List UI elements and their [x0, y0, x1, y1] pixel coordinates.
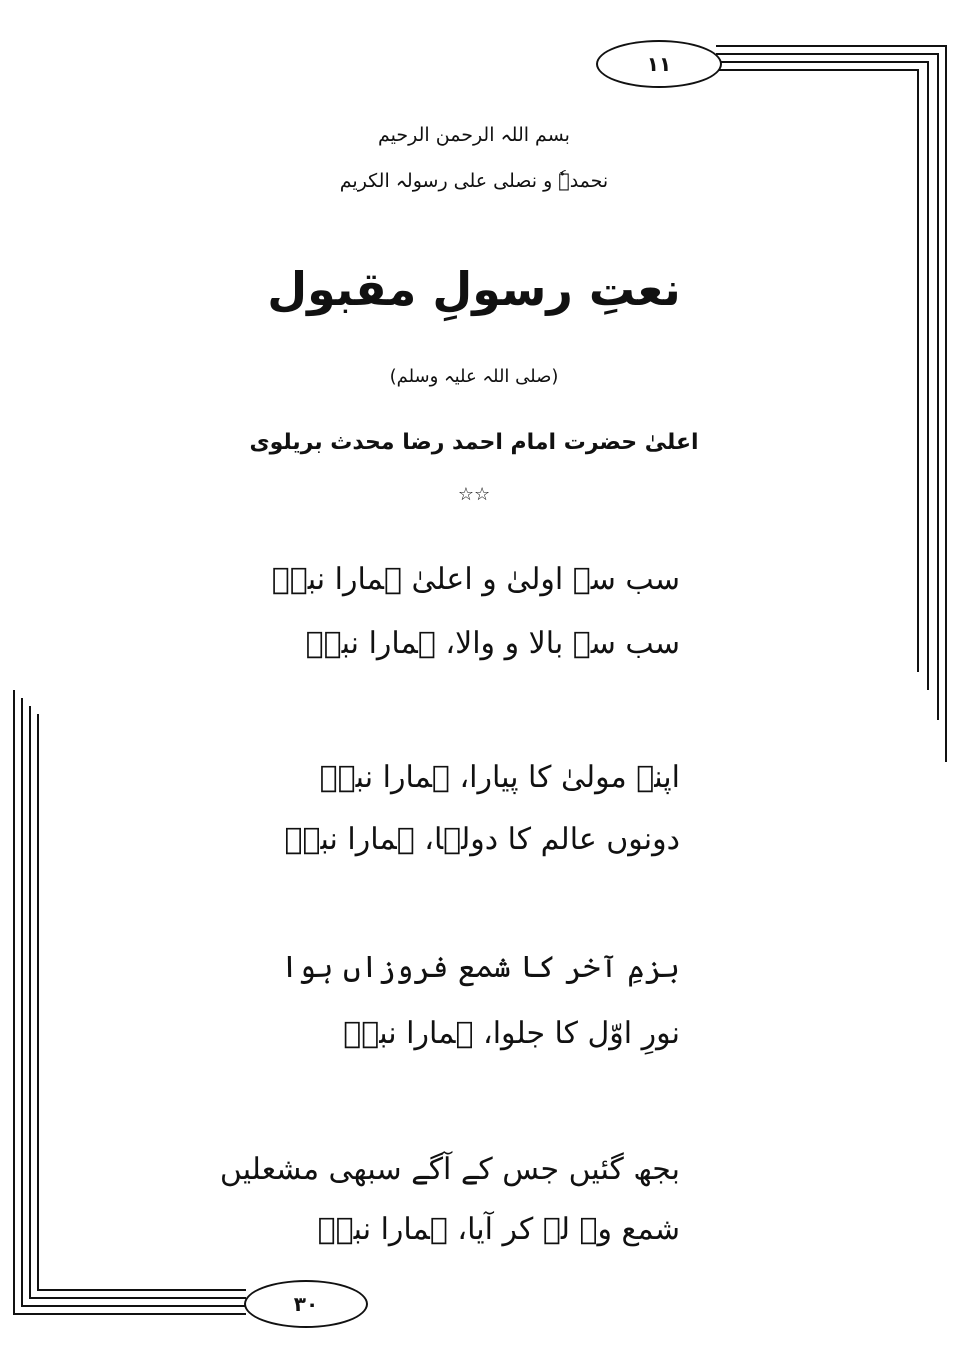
verse-3-line-2: نورِ اوّل کا جلوا، ہمارا نبیؐ [343, 1016, 680, 1051]
bismillah-line: بسم اللہ الرحمن الرحیم [378, 124, 570, 146]
star-divider: ☆☆ [457, 484, 491, 505]
author-line: اعلیٰ حضرت امام احمد رضا محدث بریلوی [249, 430, 699, 455]
honorific: (صلی اللہ علیہ وسلم) [389, 366, 559, 387]
verse-3-line-1: بزمِ آخر کا شمع فروزاں ہوا [280, 950, 680, 985]
dua-line: نحمدہٗ و نصلی علی رسولہ الکریم [339, 170, 609, 192]
verse-2-line-2: دونوں عالم کا دولہا، ہمارا نبیؐ [284, 822, 680, 857]
verse-4-line-2: شمع وہ لے کر آیا، ہمارا نبیؐ [317, 1212, 680, 1247]
verse-2-line-1: اپنے مولیٰ کا پیارا، ہمارا نبیؐ [319, 760, 680, 795]
verse-4-line-1: بجھ گئیں جس کے آگے سبھی مشعلیں [219, 1152, 680, 1187]
page-number-bottom: ۳۰ [244, 1280, 368, 1328]
page-title: نعتِ رسولِ مقبول [267, 262, 681, 316]
verse-1-line-2: سب سے بالا و والا، ہمارا نبیؐ [305, 626, 680, 661]
page-number-top: ۱۱ [596, 40, 722, 88]
verse-1-line-1: سب سے اولیٰ و اعلیٰ ہمارا نبیؐ [271, 562, 680, 597]
